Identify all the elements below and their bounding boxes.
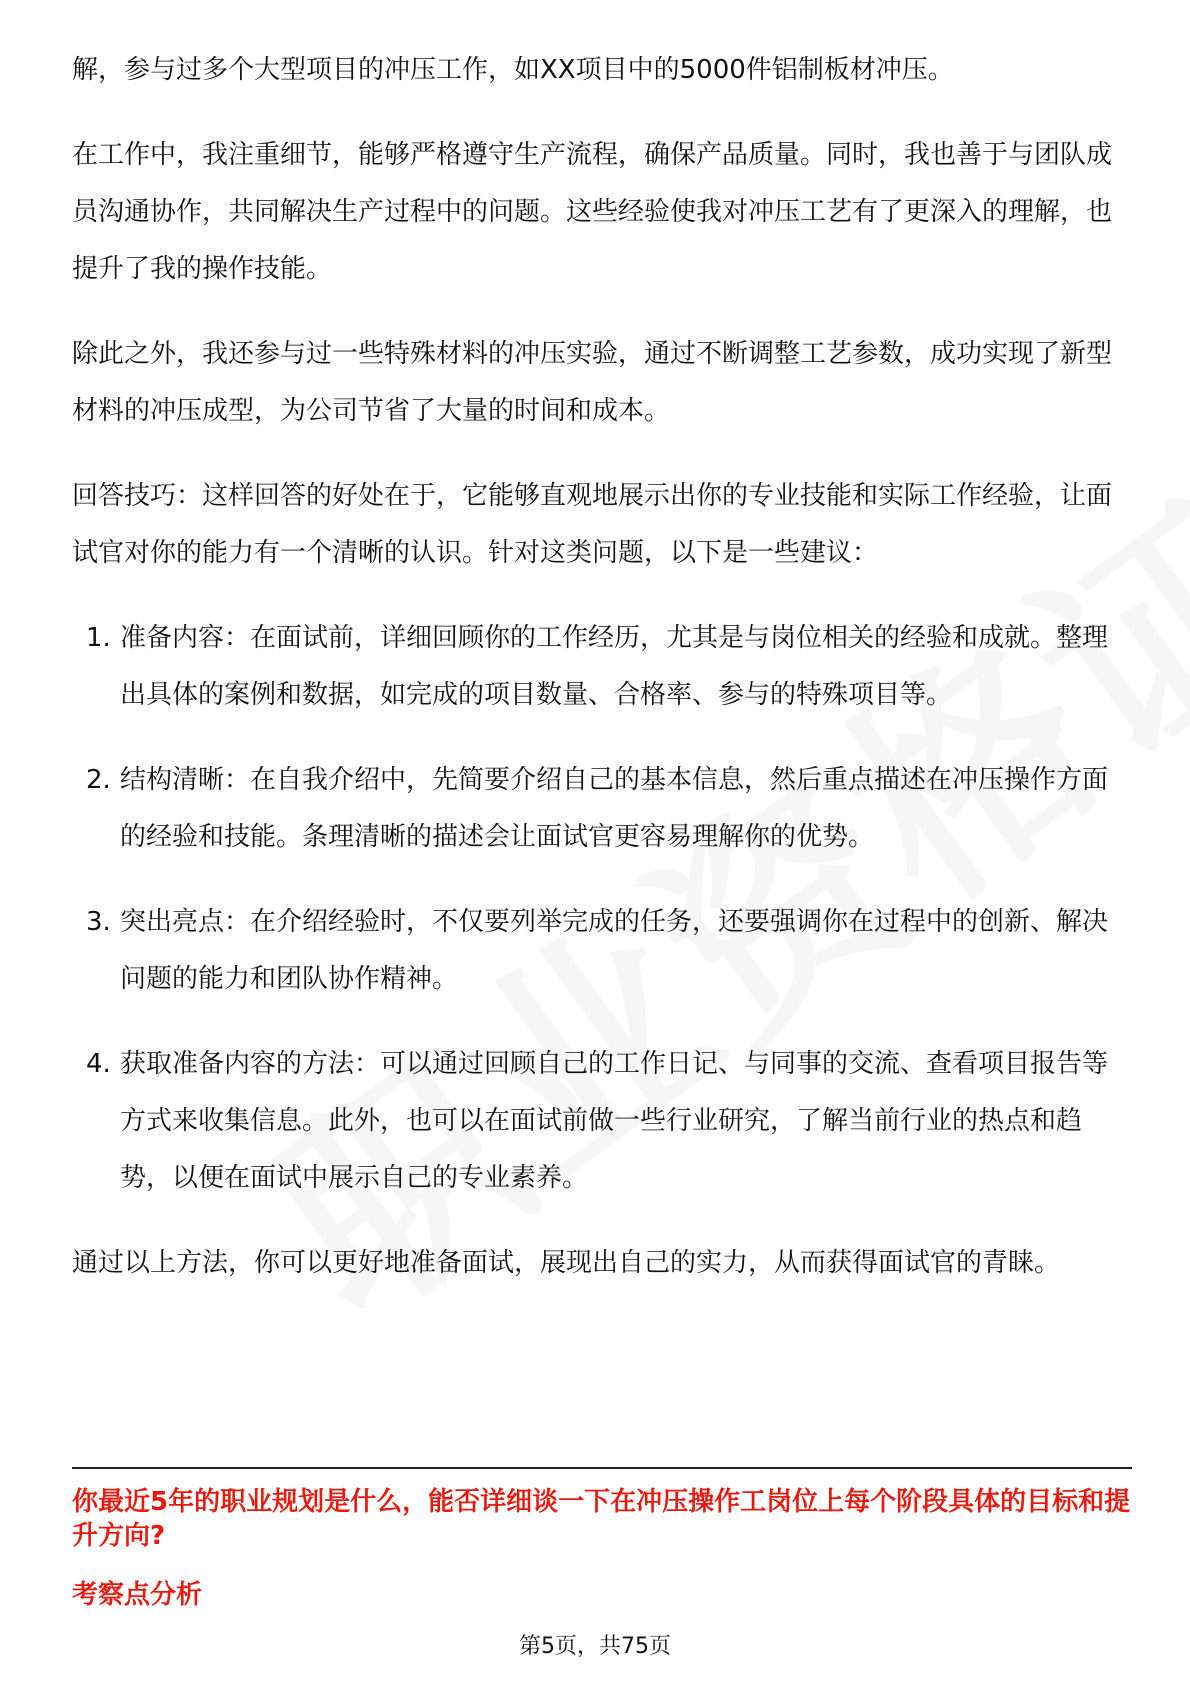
document-body (72, 42, 1132, 1320)
paragraph-1: 解，参与过多个大型项目的冲压工作，如XX项目中的5000件铝制板材冲压。 (72, 55, 954, 85)
list-number: 4. (86, 1049, 111, 1079)
list-item (72, 894, 1132, 1008)
list-number: 3. (86, 907, 111, 937)
paragraph-2: 在工作中，我注重细节，能够严格遵守生产流程，确保产品质量。同时，我也善于与团队成员沟通协作，共同解决生产过程中的问题。这些经验使我对冲压工艺有了更深入的理解，也提升了我的操作技能。 (72, 140, 1113, 284)
tips-list (72, 610, 1132, 1207)
paragraph-3: 除此之外，我还参与过一些特殊材料的冲压实验，通过不断调整工艺参数，成功实现了新型材料的冲压成型，为公司节省了大量的时间和成本。 (72, 339, 1113, 426)
answer-tips-intro: 回答技巧：这样回答的好处在于，它能够直观地展示出你的专业技能和实际工作经验，让面试官对你的能力有一个清晰的认识。针对这类问题，以下是一些建议： (72, 481, 1113, 568)
page-number-footer: 第5页，共75页 (519, 1634, 671, 1659)
list-number: 1. (86, 623, 111, 653)
analysis-heading: 考察点分析 (72, 1580, 203, 1610)
list-item (72, 1036, 1132, 1207)
list-number: 2. (86, 765, 111, 795)
list-text: 突出亮点：在介绍经验时，不仅要列举完成的任务，还要强调你在过程中的创新、解决问题的能力和团队协作精神。 (120, 907, 1109, 994)
conclusion-paragraph: 通过以上方法，你可以更好地准备面试，展现出自己的实力，从而获得面试官的青睐。 (72, 1248, 1061, 1278)
next-question-heading: 你最近5年的职业规划是什么，能否详细谈一下在冲压操作工岗位上每个阶段具体的目标和提升方向? (72, 1487, 1131, 1551)
list-item (72, 752, 1132, 866)
list-text: 结构清晰：在自我介绍中，先简要介绍自己的基本信息，然后重点描述在冲压操作方面的经验和技能。条理清晰的描述会让面试官更容易理解你的优势。 (120, 765, 1109, 852)
list-text: 获取准备内容的方法：可以通过回顾自己的工作日记、与同事的交流、查看项目报告等方式来收集信息。此外，也可以在面试前做一些行业研究，了解当前行业的热点和趋势，以便在面试中展示自己的专业素养。 (120, 1049, 1109, 1193)
section-divider (72, 1467, 1132, 1469)
list-text: 准备内容：在面试前，详细回顾你的工作经历，尤其是与岗位相关的经验和成就。整理出具体的案例和数据，如完成的项目数量、合格率、参与的特殊项目等。 (120, 623, 1109, 710)
list-item (72, 610, 1132, 724)
